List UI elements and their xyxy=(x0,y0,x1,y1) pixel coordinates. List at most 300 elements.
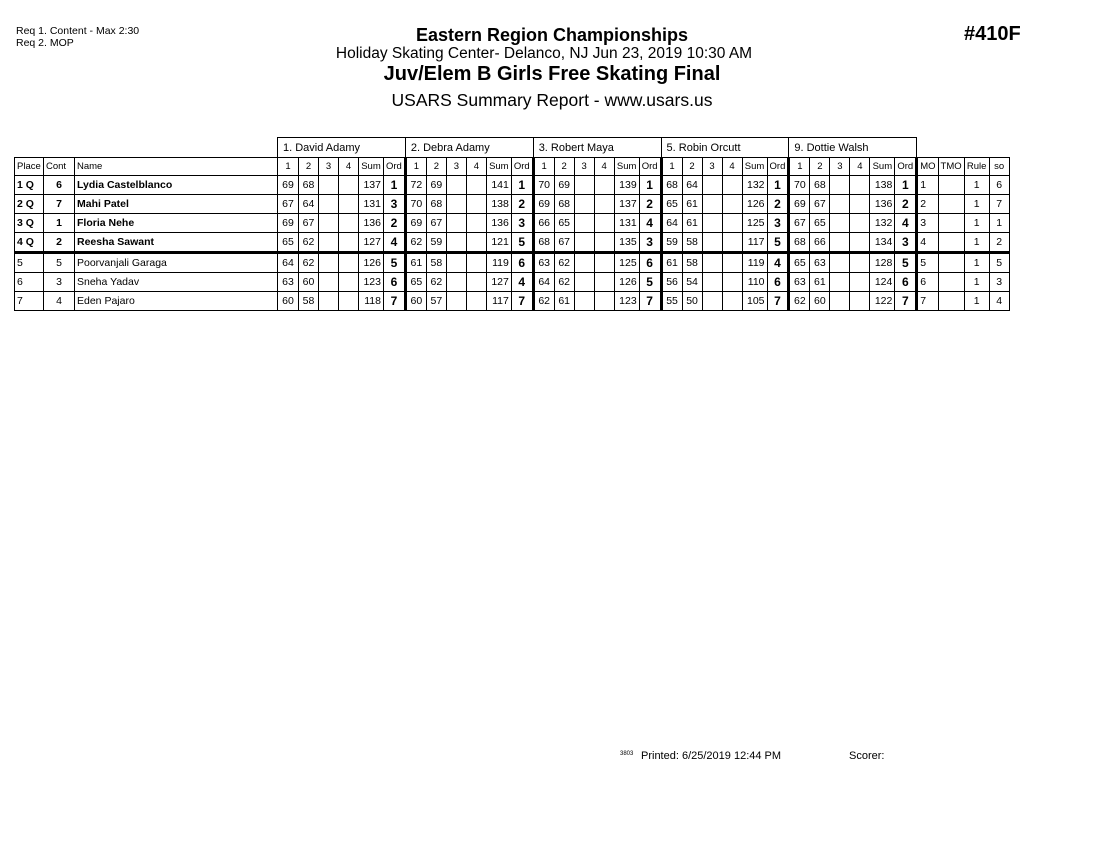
ordinal-cell: 1 xyxy=(639,176,661,195)
ordinal-cell: 6 xyxy=(639,253,661,273)
score-cell: 68 xyxy=(810,176,830,195)
ordinal-cell: 1 xyxy=(511,176,533,195)
score-cell xyxy=(702,214,722,233)
competition-title: Eastern Region Championships xyxy=(415,25,689,45)
score-cell xyxy=(339,214,359,233)
score-cell: 63 xyxy=(278,273,299,292)
sum-cell: 136 xyxy=(359,214,384,233)
ordinal-cell: 6 xyxy=(511,253,533,273)
score-cell: 62 xyxy=(554,253,574,273)
score-cell: 58 xyxy=(426,253,446,273)
sum-cell: 117 xyxy=(486,292,511,311)
score-cell xyxy=(594,176,614,195)
skater-name-cell: Poorvanjali Garaga xyxy=(75,253,278,273)
score-cell xyxy=(446,214,466,233)
sum-cell: 124 xyxy=(870,273,895,292)
score-cell: 70 xyxy=(533,176,554,195)
score-cell xyxy=(319,176,339,195)
ordinal-cell: 2 xyxy=(384,214,406,233)
table-row xyxy=(15,214,1010,233)
score-cell xyxy=(574,214,594,233)
score-cell: 67 xyxy=(278,195,299,214)
column-header-4: 4 xyxy=(722,158,742,176)
column-header-3: 3 xyxy=(702,158,722,176)
score-cell xyxy=(830,214,850,233)
score-cell xyxy=(319,233,339,253)
score-cell xyxy=(830,253,850,273)
column-header-4: 4 xyxy=(466,158,486,176)
score-cell: 64 xyxy=(299,195,319,214)
requirement-line: Req 2. MOP xyxy=(16,37,74,49)
score-cell: 61 xyxy=(682,195,702,214)
score-cell xyxy=(339,273,359,292)
skater-name-cell: Reesha Sawant xyxy=(75,233,278,253)
sum-cell: 141 xyxy=(486,176,511,195)
tmo-cell xyxy=(938,292,964,311)
score-cell: 64 xyxy=(682,176,702,195)
column-header-mo: MO xyxy=(917,158,938,176)
mo-cell: 2 xyxy=(917,195,938,214)
score-cell xyxy=(702,233,722,253)
printed-timestamp: Printed: 6/25/2019 12:44 PM xyxy=(641,750,782,762)
score-cell xyxy=(594,195,614,214)
column-header-sum: Sum xyxy=(486,158,511,176)
score-cell xyxy=(339,292,359,311)
score-cell: 63 xyxy=(789,273,810,292)
table-row xyxy=(15,253,1010,273)
column-header-sum: Sum xyxy=(742,158,767,176)
ordinal-cell: 1 xyxy=(767,176,789,195)
column-header-place: Place xyxy=(15,158,44,176)
requirement-line: Req 1. Content - Max 2:30 xyxy=(16,25,140,37)
score-cell xyxy=(830,195,850,214)
score-cell: 62 xyxy=(554,273,574,292)
ordinal-cell: 3 xyxy=(639,233,661,253)
score-cell xyxy=(466,214,486,233)
score-cell: 69 xyxy=(405,214,426,233)
sum-cell: 131 xyxy=(359,195,384,214)
judge-name: 3. Robert Maya xyxy=(533,138,661,158)
skater-name-cell: Sneha Yadav xyxy=(75,273,278,292)
score-cell xyxy=(722,214,742,233)
score-cell xyxy=(594,253,614,273)
score-cell xyxy=(850,253,870,273)
tmo-cell xyxy=(938,176,964,195)
score-cell xyxy=(446,233,466,253)
column-header-4: 4 xyxy=(339,158,359,176)
column-header-sum: Sum xyxy=(870,158,895,176)
judge-name: 5. Robin Orcutt xyxy=(661,138,789,158)
score-cell: 66 xyxy=(533,214,554,233)
sum-cell: 138 xyxy=(870,176,895,195)
mo-cell: 4 xyxy=(917,233,938,253)
event-title: Juv/Elem B Girls Free Skating Final xyxy=(383,63,721,85)
sum-cell: 137 xyxy=(614,195,639,214)
place-cell: 3 Q xyxy=(15,214,44,233)
ordinal-cell: 3 xyxy=(384,195,406,214)
score-cell: 66 xyxy=(810,233,830,253)
score-cell xyxy=(446,292,466,311)
score-cell xyxy=(319,273,339,292)
score-cell: 60 xyxy=(405,292,426,311)
column-header-1: 1 xyxy=(278,158,299,176)
column-header-row xyxy=(15,158,1010,176)
ordinal-cell: 4 xyxy=(384,233,406,253)
score-cell xyxy=(339,233,359,253)
header-blank xyxy=(917,138,1009,158)
sum-cell: 136 xyxy=(486,214,511,233)
ordinal-cell: 4 xyxy=(511,273,533,292)
column-header-2: 2 xyxy=(554,158,574,176)
score-cell: 59 xyxy=(426,233,446,253)
score-cell: 67 xyxy=(789,214,810,233)
tmo-cell xyxy=(938,214,964,233)
sum-cell: 134 xyxy=(870,233,895,253)
score-cell xyxy=(722,195,742,214)
score-cell xyxy=(850,292,870,311)
cont-cell: 5 xyxy=(44,253,75,273)
score-cell xyxy=(722,273,742,292)
ordinal-cell: 6 xyxy=(895,273,917,292)
tmo-cell xyxy=(938,273,964,292)
ordinal-cell: 6 xyxy=(767,273,789,292)
score-cell: 64 xyxy=(533,273,554,292)
ordinal-cell: 2 xyxy=(895,195,917,214)
sum-cell: 126 xyxy=(359,253,384,273)
column-header-rule: Rule xyxy=(964,158,989,176)
column-header-2: 2 xyxy=(682,158,702,176)
column-header-ord: Ord xyxy=(895,158,917,176)
place-cell: 7 xyxy=(15,292,44,311)
tmo-cell xyxy=(938,195,964,214)
score-cell: 67 xyxy=(299,214,319,233)
score-cell: 60 xyxy=(810,292,830,311)
score-cell: 56 xyxy=(661,273,682,292)
ordinal-cell: 3 xyxy=(511,214,533,233)
score-cell: 63 xyxy=(810,253,830,273)
score-cell xyxy=(830,292,850,311)
score-cell: 61 xyxy=(405,253,426,273)
score-cell: 64 xyxy=(661,214,682,233)
ordinal-cell: 7 xyxy=(895,292,917,311)
score-cell: 61 xyxy=(682,214,702,233)
sum-cell: 123 xyxy=(359,273,384,292)
score-cell: 67 xyxy=(554,233,574,253)
score-cell: 68 xyxy=(299,176,319,195)
score-cell xyxy=(594,214,614,233)
ordinal-cell: 4 xyxy=(767,253,789,273)
score-cell xyxy=(574,176,594,195)
score-cell: 57 xyxy=(426,292,446,311)
score-cell: 70 xyxy=(405,195,426,214)
score-cell xyxy=(830,273,850,292)
mo-cell: 1 xyxy=(917,176,938,195)
score-cell xyxy=(446,273,466,292)
so-cell: 5 xyxy=(989,253,1009,273)
column-header-4: 4 xyxy=(594,158,614,176)
sum-cell: 125 xyxy=(742,214,767,233)
ordinal-cell: 2 xyxy=(639,195,661,214)
score-cell: 69 xyxy=(554,176,574,195)
ordinal-cell: 5 xyxy=(767,233,789,253)
rule-cell: 1 xyxy=(964,233,989,253)
score-cell xyxy=(446,195,466,214)
so-cell: 6 xyxy=(989,176,1009,195)
score-cell: 61 xyxy=(554,292,574,311)
table-row xyxy=(15,273,1010,292)
column-header-3: 3 xyxy=(574,158,594,176)
ordinal-cell: 4 xyxy=(639,214,661,233)
sum-cell: 137 xyxy=(359,176,384,195)
score-cell: 62 xyxy=(405,233,426,253)
score-cell: 68 xyxy=(554,195,574,214)
so-cell: 1 xyxy=(989,214,1009,233)
score-cell: 68 xyxy=(426,195,446,214)
column-header-ord: Ord xyxy=(384,158,406,176)
sum-cell: 105 xyxy=(742,292,767,311)
column-header-2: 2 xyxy=(299,158,319,176)
score-cell: 60 xyxy=(278,292,299,311)
score-cell xyxy=(466,195,486,214)
column-header-ord: Ord xyxy=(767,158,789,176)
score-cell xyxy=(850,176,870,195)
ordinal-cell: 1 xyxy=(384,176,406,195)
score-cell: 65 xyxy=(810,214,830,233)
sum-cell: 121 xyxy=(486,233,511,253)
score-cell: 59 xyxy=(661,233,682,253)
score-cell xyxy=(702,292,722,311)
score-cell xyxy=(339,253,359,273)
ordinal-cell: 2 xyxy=(767,195,789,214)
sum-cell: 128 xyxy=(870,253,895,273)
rule-cell: 1 xyxy=(964,253,989,273)
score-cell xyxy=(702,253,722,273)
score-cell: 72 xyxy=(405,176,426,195)
column-header-1: 1 xyxy=(661,158,682,176)
score-cell: 50 xyxy=(682,292,702,311)
column-header-1: 1 xyxy=(405,158,426,176)
sum-cell: 135 xyxy=(614,233,639,253)
score-cell: 69 xyxy=(533,195,554,214)
score-cell: 54 xyxy=(682,273,702,292)
score-cell xyxy=(594,273,614,292)
sum-cell: 122 xyxy=(870,292,895,311)
ordinal-cell: 7 xyxy=(511,292,533,311)
score-cell xyxy=(702,176,722,195)
sum-cell: 125 xyxy=(614,253,639,273)
column-header-so: so xyxy=(989,158,1009,176)
column-header-cont: Cont xyxy=(44,158,75,176)
score-cell: 65 xyxy=(278,233,299,253)
rule-cell: 1 xyxy=(964,214,989,233)
sum-cell: 132 xyxy=(870,214,895,233)
column-header-tmo: TMO xyxy=(938,158,964,176)
score-cell: 65 xyxy=(661,195,682,214)
cont-cell: 3 xyxy=(44,273,75,292)
score-cell xyxy=(594,292,614,311)
score-cell xyxy=(446,176,466,195)
skater-name-cell: Lydia Castelblanco xyxy=(75,176,278,195)
sum-cell: 119 xyxy=(742,253,767,273)
score-cell: 68 xyxy=(661,176,682,195)
table-row xyxy=(15,233,1010,253)
so-cell: 7 xyxy=(989,195,1009,214)
score-cell: 67 xyxy=(810,195,830,214)
score-cell xyxy=(702,273,722,292)
skater-name-cell: Floria Nehe xyxy=(75,214,278,233)
sum-cell: 110 xyxy=(742,273,767,292)
sum-cell: 119 xyxy=(486,253,511,273)
header-blank xyxy=(15,138,278,158)
score-cell: 64 xyxy=(278,253,299,273)
ordinal-cell: 7 xyxy=(639,292,661,311)
sum-cell: 131 xyxy=(614,214,639,233)
mo-cell: 3 xyxy=(917,214,938,233)
footer-code: 3803 xyxy=(620,751,634,757)
place-cell: 5 xyxy=(15,253,44,273)
score-cell: 63 xyxy=(533,253,554,273)
score-cell: 61 xyxy=(810,273,830,292)
score-cell xyxy=(319,253,339,273)
score-cell xyxy=(446,253,466,273)
ordinal-cell: 1 xyxy=(895,176,917,195)
score-cell xyxy=(830,176,850,195)
sum-cell: 123 xyxy=(614,292,639,311)
score-cell: 69 xyxy=(278,176,299,195)
rule-cell: 1 xyxy=(964,195,989,214)
ordinal-cell: 4 xyxy=(895,214,917,233)
score-cell: 55 xyxy=(661,292,682,311)
score-cell: 68 xyxy=(533,233,554,253)
sum-cell: 139 xyxy=(614,176,639,195)
score-cell: 69 xyxy=(278,214,299,233)
sum-cell: 138 xyxy=(486,195,511,214)
sum-cell: 126 xyxy=(614,273,639,292)
score-cell: 67 xyxy=(426,214,446,233)
score-cell xyxy=(339,176,359,195)
mo-cell: 6 xyxy=(917,273,938,292)
ordinal-cell: 5 xyxy=(639,273,661,292)
score-cell: 58 xyxy=(682,233,702,253)
score-cell xyxy=(850,233,870,253)
score-cell xyxy=(466,233,486,253)
score-cell xyxy=(722,292,742,311)
score-cell xyxy=(466,273,486,292)
column-header-ord: Ord xyxy=(639,158,661,176)
column-header-1: 1 xyxy=(533,158,554,176)
ordinal-cell: 5 xyxy=(895,253,917,273)
score-cell xyxy=(339,195,359,214)
column-header-2: 2 xyxy=(426,158,446,176)
sum-cell: 126 xyxy=(742,195,767,214)
score-cell: 65 xyxy=(554,214,574,233)
judge-name: 1. David Adamy xyxy=(278,138,406,158)
so-cell: 3 xyxy=(989,273,1009,292)
score-cell xyxy=(574,195,594,214)
cont-cell: 2 xyxy=(44,233,75,253)
score-cell xyxy=(702,195,722,214)
score-cell: 65 xyxy=(405,273,426,292)
venue-date-line: Holiday Skating Center- Delanco, NJ Jun 23, 2019 10:30 AM xyxy=(335,45,753,62)
score-cell xyxy=(850,195,870,214)
score-cell xyxy=(319,292,339,311)
tmo-cell xyxy=(938,233,964,253)
so-cell: 2 xyxy=(989,233,1009,253)
column-header-ord: Ord xyxy=(511,158,533,176)
score-cell xyxy=(722,233,742,253)
score-cell xyxy=(830,233,850,253)
score-cell: 62 xyxy=(533,292,554,311)
cont-cell: 1 xyxy=(44,214,75,233)
ordinal-cell: 7 xyxy=(384,292,406,311)
column-header-3: 3 xyxy=(319,158,339,176)
score-cell: 62 xyxy=(789,292,810,311)
place-cell: 1 Q xyxy=(15,176,44,195)
column-header-name: Name xyxy=(75,158,278,176)
skater-name-cell: Mahi Patel xyxy=(75,195,278,214)
cont-cell: 7 xyxy=(44,195,75,214)
rule-cell: 1 xyxy=(964,292,989,311)
judges-header-row xyxy=(15,138,1010,158)
ordinal-cell: 7 xyxy=(767,292,789,311)
sum-cell: 132 xyxy=(742,176,767,195)
score-cell: 58 xyxy=(299,292,319,311)
report-title: USARS Summary Report - www.usars.us xyxy=(391,90,713,110)
score-cell: 69 xyxy=(789,195,810,214)
score-cell xyxy=(466,292,486,311)
score-cell xyxy=(574,273,594,292)
sum-cell: 118 xyxy=(359,292,384,311)
table-row xyxy=(15,195,1010,214)
cont-cell: 4 xyxy=(44,292,75,311)
sum-cell: 117 xyxy=(742,233,767,253)
event-number: #410F xyxy=(964,23,1021,45)
tmo-cell xyxy=(938,253,964,273)
score-cell xyxy=(594,233,614,253)
sum-cell: 136 xyxy=(870,195,895,214)
score-cell xyxy=(722,253,742,273)
column-header-sum: Sum xyxy=(614,158,639,176)
mo-cell: 5 xyxy=(917,253,938,273)
skater-name-cell: Eden Pajaro xyxy=(75,292,278,311)
score-cell: 68 xyxy=(789,233,810,253)
score-cell xyxy=(466,176,486,195)
rule-cell: 1 xyxy=(964,273,989,292)
score-cell xyxy=(574,253,594,273)
column-header-1: 1 xyxy=(789,158,810,176)
sum-cell: 127 xyxy=(359,233,384,253)
column-header-2: 2 xyxy=(810,158,830,176)
results-table xyxy=(14,137,1010,311)
so-cell: 4 xyxy=(989,292,1009,311)
score-cell: 62 xyxy=(426,273,446,292)
score-cell xyxy=(850,214,870,233)
place-cell: 2 Q xyxy=(15,195,44,214)
judge-name: 9. Dottie Walsh xyxy=(789,138,917,158)
score-cell: 62 xyxy=(299,233,319,253)
score-cell: 58 xyxy=(682,253,702,273)
score-cell xyxy=(466,253,486,273)
score-cell xyxy=(319,214,339,233)
score-cell: 69 xyxy=(426,176,446,195)
ordinal-cell: 2 xyxy=(511,195,533,214)
sum-cell: 127 xyxy=(486,273,511,292)
score-cell xyxy=(319,195,339,214)
table-row xyxy=(15,292,1010,311)
ordinal-cell: 3 xyxy=(895,233,917,253)
place-cell: 6 xyxy=(15,273,44,292)
score-cell xyxy=(722,176,742,195)
